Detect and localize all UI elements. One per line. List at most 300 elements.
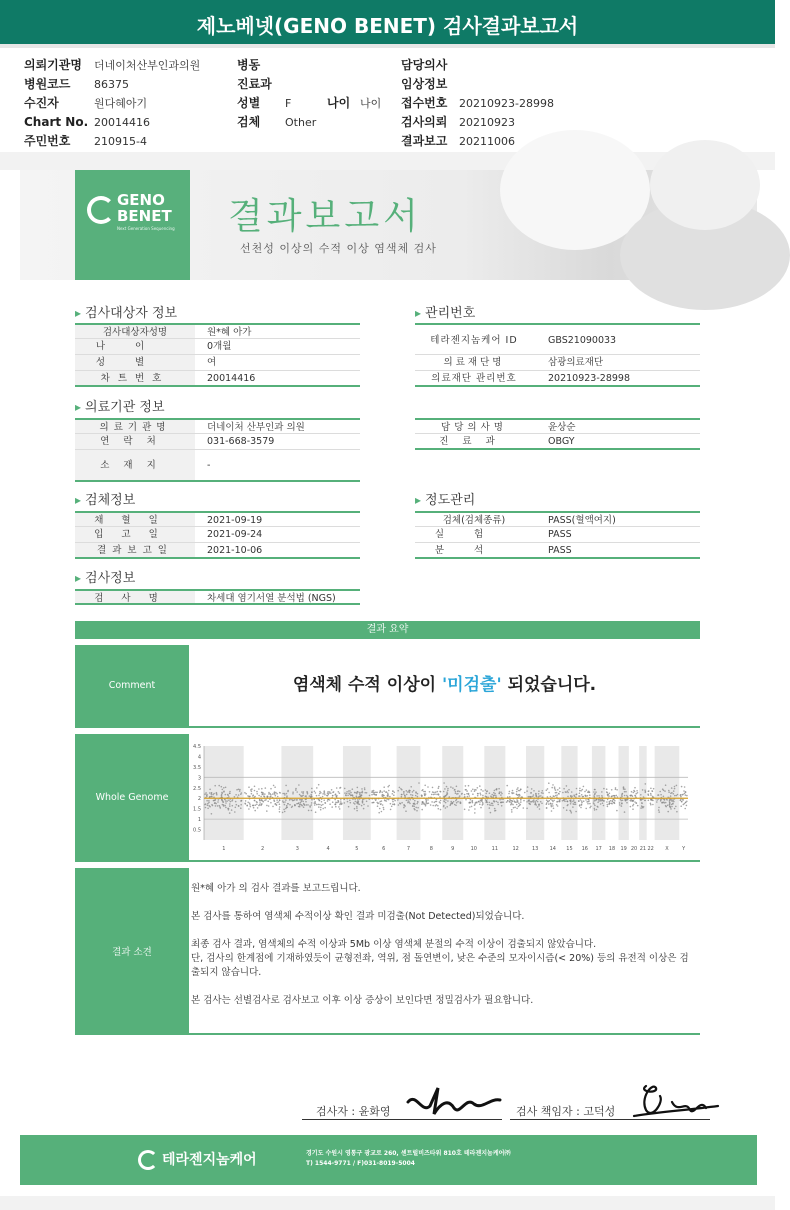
copy-number-point — [443, 782, 445, 784]
copy-number-point — [680, 805, 682, 807]
copy-number-point — [250, 806, 252, 808]
copy-number-point — [382, 804, 384, 806]
copy-number-point — [644, 789, 646, 791]
copy-number-point — [268, 793, 270, 795]
copy-number-point — [319, 799, 321, 801]
copy-number-point — [298, 802, 300, 804]
table-value: 20014416 — [207, 373, 256, 384]
copy-number-point — [318, 784, 320, 786]
copy-number-point — [631, 791, 633, 793]
copy-number-point — [417, 793, 419, 795]
copy-number-point — [415, 795, 417, 797]
copy-number-point — [634, 801, 636, 803]
copy-number-point — [265, 799, 267, 801]
copy-number-point — [501, 805, 503, 807]
copy-number-point — [534, 801, 536, 803]
copy-number-point — [444, 788, 446, 790]
copy-number-point — [415, 792, 417, 794]
copy-number-point — [474, 789, 476, 791]
copy-number-point — [216, 792, 218, 794]
copy-number-point — [469, 802, 471, 804]
header-value: 86375 — [94, 78, 129, 91]
copy-number-point — [209, 789, 211, 791]
copy-number-point — [498, 788, 500, 790]
copy-number-point — [301, 791, 303, 793]
copy-number-point — [637, 805, 639, 807]
copy-number-point — [630, 806, 632, 808]
footer-addr-1: 경기도 수원시 영통구 광교로 260, 센트럴비즈타워 810호 테라젠지놈케어㈜ — [306, 1150, 511, 1157]
copy-number-point — [579, 804, 581, 806]
copy-number-point — [218, 799, 220, 801]
table-value: 차세대 염기서열 분석법 (NGS) — [207, 593, 336, 604]
copy-number-point — [443, 801, 445, 803]
copy-number-point — [440, 809, 442, 811]
copy-number-point — [509, 801, 511, 803]
copy-number-point — [344, 788, 346, 790]
copy-number-point — [509, 799, 511, 801]
table-label: 분석 — [415, 543, 533, 557]
copy-number-point — [435, 791, 437, 793]
copy-number-point — [648, 800, 650, 802]
copy-number-point — [354, 808, 356, 810]
copy-number-point — [310, 794, 312, 796]
copy-number-point — [524, 792, 526, 794]
comment-highlight: '미검출' — [441, 675, 502, 695]
copy-number-point — [272, 806, 274, 808]
copy-number-point — [449, 805, 451, 807]
copy-number-point — [284, 801, 286, 803]
copy-number-point — [319, 791, 321, 793]
section-test: ▸ 검사정보 — [75, 567, 135, 586]
copy-number-point — [669, 802, 671, 804]
copy-number-point — [319, 793, 321, 795]
copy-number-point — [523, 800, 525, 802]
copy-number-point — [489, 804, 491, 806]
section-mgmt: ▸ 관리번호 — [415, 302, 475, 321]
copy-number-point — [528, 796, 530, 798]
copy-number-point — [680, 794, 682, 796]
copy-number-point — [438, 787, 440, 789]
copy-number-point — [407, 800, 409, 802]
copy-number-point — [637, 792, 639, 794]
copy-number-point — [619, 804, 621, 806]
copy-number-point — [383, 809, 385, 811]
copy-number-point — [580, 799, 582, 801]
copy-number-point — [247, 795, 249, 797]
copy-number-point — [468, 785, 470, 787]
copy-number-point — [660, 799, 662, 801]
copy-number-point — [516, 791, 518, 793]
copy-number-point — [394, 804, 396, 806]
copy-number-point — [306, 791, 308, 793]
g-logo-icon — [87, 196, 115, 224]
x-tick-label: 5 — [355, 846, 359, 852]
copy-number-point — [530, 801, 532, 803]
copy-number-point — [621, 796, 623, 798]
copy-number-point — [375, 792, 377, 794]
copy-number-point — [383, 786, 385, 788]
copy-number-point — [477, 787, 479, 789]
copy-number-point — [225, 802, 227, 804]
copy-number-point — [468, 809, 470, 811]
copy-number-point — [514, 801, 516, 803]
x-tick-label: Y — [682, 846, 686, 852]
copy-number-point — [322, 804, 324, 806]
x-tick-label: 18 — [608, 846, 616, 852]
copy-number-point — [511, 809, 513, 811]
copy-number-point — [209, 792, 211, 794]
table-label: 입고일 — [75, 527, 195, 542]
header-key: 주민번호 — [24, 134, 71, 148]
copy-number-point — [511, 792, 513, 794]
copy-number-point — [535, 793, 537, 795]
opinion-label: 결과 소견 — [75, 868, 189, 1033]
copy-number-point — [485, 802, 487, 804]
copy-number-point — [387, 795, 389, 797]
copy-number-point — [249, 796, 251, 798]
copy-number-point — [247, 802, 249, 804]
copy-number-point — [547, 796, 549, 798]
copy-number-point — [609, 793, 611, 795]
copy-number-point — [586, 801, 588, 803]
copy-number-point — [552, 803, 554, 805]
copy-number-point — [480, 794, 482, 796]
copy-number-point — [674, 795, 676, 797]
copy-number-point — [259, 800, 261, 802]
copy-number-point — [432, 805, 434, 807]
copy-number-point — [431, 794, 433, 796]
footer-address — [306, 1149, 510, 1169]
copy-number-point — [296, 791, 298, 793]
header-row — [237, 113, 381, 132]
copy-number-point — [339, 808, 341, 810]
copy-number-point — [614, 795, 616, 797]
header-value: F — [285, 97, 292, 110]
y-tick-label: 1.5 — [193, 806, 201, 813]
copy-number-point — [663, 799, 665, 801]
copy-number-point — [593, 791, 595, 793]
copy-number-point — [240, 793, 242, 795]
header-key: 검체 — [237, 115, 261, 129]
opinion-text — [191, 882, 696, 1022]
copy-number-point — [625, 800, 627, 802]
copy-number-point — [426, 801, 428, 803]
copy-number-point — [286, 793, 288, 795]
copy-number-point — [635, 793, 637, 795]
copy-number-point — [681, 801, 683, 803]
copy-number-point — [447, 790, 449, 792]
copy-number-point — [489, 792, 491, 794]
copy-number-point — [336, 787, 338, 789]
copy-number-point — [542, 790, 544, 792]
copy-number-point — [357, 803, 359, 805]
copy-number-point — [669, 806, 671, 808]
copy-number-point — [578, 800, 580, 802]
copy-number-point — [240, 807, 242, 809]
copy-number-point — [398, 804, 400, 806]
supervisor-label: 검사 책임자 : 고덕성 — [516, 1105, 616, 1118]
table-label: 차트번호 — [75, 371, 195, 385]
copy-number-point — [547, 801, 549, 803]
copy-number-point — [658, 807, 660, 809]
copy-number-point — [472, 802, 474, 804]
copy-number-point — [459, 791, 461, 793]
copy-number-point — [376, 802, 378, 804]
copy-number-point — [450, 786, 452, 788]
copy-number-point — [249, 804, 251, 806]
copy-number-point — [452, 803, 454, 805]
copy-number-point — [300, 802, 302, 804]
copy-number-point — [587, 795, 589, 797]
copy-number-point — [238, 794, 240, 796]
copy-number-point — [212, 805, 214, 807]
copy-number-point — [581, 804, 583, 806]
copy-number-point — [554, 786, 556, 788]
copy-number-point — [205, 803, 207, 805]
copy-number-point — [493, 795, 495, 797]
copy-number-point — [410, 794, 412, 796]
copy-number-point — [668, 790, 670, 792]
copy-number-point — [497, 802, 499, 804]
copy-number-point — [540, 795, 542, 797]
copy-number-point — [215, 803, 217, 805]
copy-number-point — [601, 795, 603, 797]
copy-number-point — [469, 806, 471, 808]
copy-number-point — [623, 788, 625, 790]
copy-number-point — [311, 799, 313, 801]
copy-number-point — [320, 807, 322, 809]
copy-number-point — [356, 795, 358, 797]
table-label: 성별 — [75, 355, 195, 370]
copy-number-point — [380, 790, 382, 792]
copy-number-point — [414, 809, 416, 811]
copy-number-point — [300, 799, 302, 801]
copy-number-point — [453, 801, 455, 803]
copy-number-point — [588, 800, 590, 802]
copy-number-point — [597, 802, 599, 804]
copy-number-point — [321, 801, 323, 803]
copy-number-point — [550, 805, 552, 807]
copy-number-point — [513, 807, 515, 809]
copy-number-point — [466, 790, 468, 792]
copy-number-point — [375, 800, 377, 802]
copy-number-point — [240, 804, 242, 806]
copy-number-point — [392, 801, 394, 803]
copy-number-point — [621, 793, 623, 795]
copy-number-point — [670, 795, 672, 797]
copy-number-point — [555, 789, 557, 791]
copy-number-point — [518, 803, 520, 805]
copy-number-point — [632, 808, 634, 810]
copy-number-point — [611, 789, 613, 791]
copy-number-point — [645, 792, 647, 794]
copy-number-point — [572, 806, 574, 808]
copy-number-point — [548, 792, 550, 794]
header-value: 210915-4 — [94, 135, 147, 148]
copy-number-point — [485, 796, 487, 798]
copy-number-point — [348, 806, 350, 808]
copy-number-point — [407, 802, 409, 804]
copy-number-point — [677, 794, 679, 796]
table-row — [415, 418, 700, 434]
copy-number-point — [603, 788, 605, 790]
copy-number-point — [663, 796, 665, 798]
copy-number-point — [481, 801, 483, 803]
copy-number-point — [356, 810, 358, 812]
copy-number-point — [486, 790, 488, 792]
copy-number-point — [589, 791, 591, 793]
copy-number-point — [218, 785, 220, 787]
copy-number-point — [376, 794, 378, 796]
copy-number-point — [360, 792, 362, 794]
copy-number-point — [283, 809, 285, 811]
copy-number-point — [579, 790, 581, 792]
copy-number-point — [251, 788, 253, 790]
copy-number-point — [621, 805, 623, 807]
copy-number-point — [275, 795, 277, 797]
banner-subtitle: 선천성 이상의 수적 이상 염색체 검사 — [240, 242, 437, 255]
copy-number-point — [350, 802, 352, 804]
copy-number-point — [340, 801, 342, 803]
banner-title: 결과보고서 — [228, 196, 422, 237]
copy-number-point — [422, 802, 424, 804]
copy-number-point — [223, 790, 225, 792]
copy-number-point — [446, 791, 448, 793]
copy-number-point — [417, 807, 419, 809]
copy-number-point — [241, 800, 243, 802]
copy-number-point — [585, 808, 587, 810]
copy-number-point — [211, 796, 213, 798]
copy-number-point — [666, 799, 668, 801]
copy-number-point — [552, 801, 554, 803]
copy-number-point — [364, 789, 366, 791]
copy-number-point — [219, 805, 221, 807]
copy-number-point — [645, 783, 647, 785]
copy-number-point — [216, 794, 218, 796]
copy-number-point — [270, 794, 272, 796]
copy-number-point — [541, 803, 543, 805]
copy-number-point — [674, 808, 676, 810]
y-tick-label: 4.5 — [193, 744, 201, 750]
copy-number-point — [305, 795, 307, 797]
copy-number-point — [472, 789, 474, 791]
copy-number-point — [546, 789, 548, 791]
copy-number-point — [308, 810, 310, 812]
copy-number-point — [366, 792, 368, 794]
copy-number-point — [676, 785, 678, 787]
copy-number-point — [460, 803, 462, 805]
copy-number-point — [263, 795, 265, 797]
copy-number-point — [373, 793, 375, 795]
copy-number-point — [381, 811, 383, 813]
copy-number-point — [310, 796, 312, 798]
copy-number-point — [580, 807, 582, 809]
copy-number-point — [558, 793, 560, 795]
copy-number-point — [555, 792, 557, 794]
table-value: PASS — [548, 545, 572, 556]
copy-number-point — [519, 804, 521, 806]
copy-number-point — [624, 791, 626, 793]
copy-number-point — [322, 796, 324, 798]
copy-number-point — [507, 796, 509, 798]
copy-number-point — [244, 792, 246, 794]
copy-number-point — [456, 786, 458, 788]
copy-number-point — [392, 790, 394, 792]
comment-pre: 염색체 수적 이상이 — [292, 675, 442, 695]
copy-number-point — [388, 799, 390, 801]
copy-number-point — [472, 793, 474, 795]
copy-number-point — [540, 801, 542, 803]
doctor-table — [415, 418, 700, 450]
copy-number-point — [464, 809, 466, 811]
copy-number-point — [344, 802, 346, 804]
copy-number-point — [580, 790, 582, 792]
copy-number-point — [597, 806, 599, 808]
copy-number-point — [256, 791, 258, 793]
copy-number-point — [389, 796, 391, 798]
copy-number-point — [335, 806, 337, 808]
y-tick-label: 3 — [197, 775, 201, 782]
copy-number-point — [446, 786, 448, 788]
copy-number-point — [658, 811, 660, 813]
copy-number-point — [516, 801, 518, 803]
copy-number-point — [596, 809, 598, 811]
copy-number-point — [575, 802, 577, 804]
copy-number-point — [383, 790, 385, 792]
copy-number-point — [228, 796, 230, 798]
copy-number-point — [542, 792, 544, 794]
copy-number-point — [393, 794, 395, 796]
copy-number-point — [264, 793, 266, 795]
copy-number-point — [259, 804, 261, 806]
copy-number-point — [563, 807, 565, 809]
copy-number-point — [357, 787, 359, 789]
copy-number-point — [567, 790, 569, 792]
copy-number-point — [535, 795, 537, 797]
copy-number-point — [254, 810, 256, 812]
copy-number-point — [570, 795, 572, 797]
copy-number-point — [208, 805, 210, 807]
copy-number-point — [325, 802, 327, 804]
copy-number-point — [469, 795, 471, 797]
copy-number-point — [623, 786, 625, 788]
copy-number-point — [616, 789, 618, 791]
copy-number-point — [346, 793, 348, 795]
copy-number-point — [307, 793, 309, 795]
copy-number-point — [514, 807, 516, 809]
copy-number-point — [676, 811, 678, 813]
copy-number-point — [291, 807, 293, 809]
copy-number-point — [214, 785, 216, 787]
copy-number-point — [300, 795, 302, 797]
copy-number-point — [632, 805, 634, 807]
copy-number-point — [546, 799, 548, 801]
copy-number-point — [440, 800, 442, 802]
copy-number-point — [512, 801, 514, 803]
copy-number-point — [301, 795, 303, 797]
copy-number-point — [303, 804, 305, 806]
copy-number-point — [213, 800, 215, 802]
copy-number-point — [438, 793, 440, 795]
copy-number-point — [421, 790, 423, 792]
copy-number-point — [274, 803, 276, 805]
x-tick-label: 1 — [222, 846, 226, 852]
chromosome-band — [655, 746, 680, 840]
copy-number-point — [607, 799, 609, 801]
copy-number-point — [421, 794, 423, 796]
copy-number-point — [211, 794, 213, 796]
title-underline — [0, 44, 775, 48]
